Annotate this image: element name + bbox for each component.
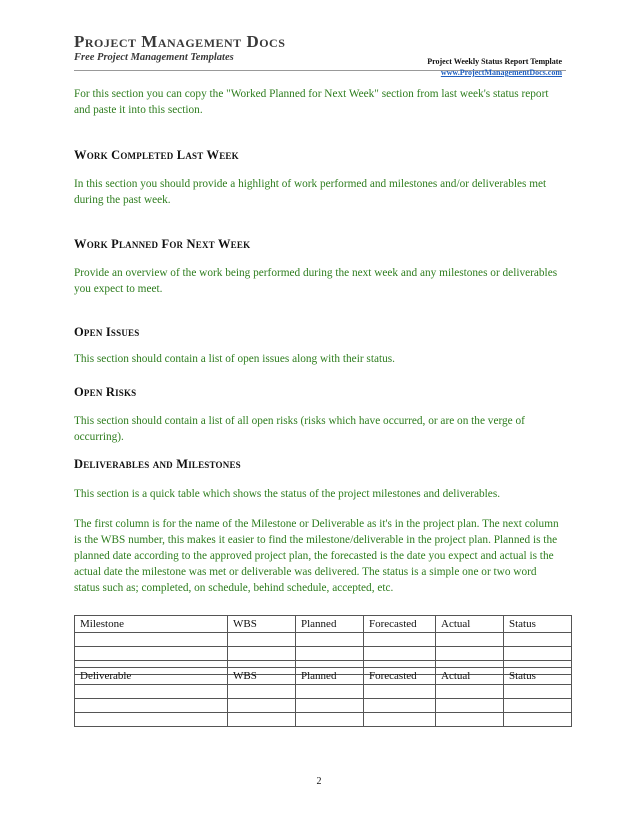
logo-subtitle: Free Project Management Templates [74, 52, 234, 63]
open-risks-text: This section should contain a list of all open risks (risks which have occurred, or are on the verge of occurring). [74, 415, 525, 443]
heading-deliverables: Deliverables and Milestones [74, 457, 241, 471]
table-cell[interactable] [75, 633, 228, 647]
header-cell: Forecasted [364, 616, 436, 633]
open-issues-text: This section should contain a list of open issues along with their status. [74, 353, 395, 365]
table-cell[interactable] [436, 685, 504, 699]
intro-text: For this section you can copy the "Worked Planned for Next Week" section from last week's status report and paste it into this section. [74, 88, 549, 116]
header-cell: Status [504, 616, 572, 633]
table-cell[interactable] [504, 633, 572, 647]
heading-work-completed: Work Completed Last Week [74, 148, 239, 162]
table-header-row [75, 668, 572, 685]
table-cell[interactable] [228, 713, 296, 727]
logo [74, 33, 285, 64]
work-completed-text: In this section you should provide a highlight of work performed and milestones and/or deliverables met during the past week. [74, 178, 547, 206]
table-cell[interactable] [364, 685, 436, 699]
table-cell[interactable] [504, 699, 572, 713]
header-info [427, 56, 562, 78]
table-cell[interactable] [75, 713, 228, 727]
table-cell[interactable] [364, 699, 436, 713]
header-cell: Planned [296, 668, 364, 685]
deliverables-text-2: The first column is for the name of the Milestone or Deliverable as it's in the project plan. The next column is the WBS number, this makes it easier to find the milestone/deliverable in the project plan. Planned is the planned date according to the approved project plan, the forecasted is the date you expect and actual is the actual date the milestone was met or deliverable was delivered. The status is a simple one or two word status such as; completed, on schedule, behind schedule, accepted, etc. [74, 518, 559, 594]
table-cell[interactable] [364, 647, 436, 661]
table-header-row [75, 616, 572, 633]
table-cell[interactable] [228, 633, 296, 647]
header-cell: WBS [228, 668, 296, 685]
page-number: 2 [316, 776, 322, 787]
work-planned-text: Provide an overview of the work being performed during the next week and any milestones or deliverables you expect to meet. [74, 267, 558, 295]
table-cell[interactable] [364, 633, 436, 647]
header-cell: Planned [296, 616, 364, 633]
table-cell[interactable] [296, 685, 364, 699]
table-cell[interactable] [504, 685, 572, 699]
header-cell: Deliverable [75, 668, 228, 685]
table-cell[interactable] [504, 713, 572, 727]
table-row [75, 699, 572, 713]
table-cell[interactable] [75, 647, 228, 661]
table-cell[interactable] [436, 699, 504, 713]
table-cell[interactable] [75, 699, 228, 713]
table-row [75, 647, 572, 661]
document-title: Project Weekly Status Report Template [427, 57, 562, 66]
table-cell[interactable] [228, 647, 296, 661]
table-row [75, 713, 572, 727]
header-cell: Actual [436, 668, 504, 685]
table-cell[interactable] [436, 713, 504, 727]
table-cell[interactable] [75, 685, 228, 699]
header-cell: Status [504, 668, 572, 685]
website-link[interactable]: www.ProjectManagementDocs.com [440, 68, 562, 77]
heading-work-planned: Work Planned For Next Week [74, 237, 251, 251]
table-cell[interactable] [436, 647, 504, 661]
table-row [75, 685, 572, 699]
table-cell[interactable] [296, 699, 364, 713]
table-cell[interactable] [436, 633, 504, 647]
table-cell[interactable] [296, 713, 364, 727]
table-cell[interactable] [364, 713, 436, 727]
table-cell[interactable] [228, 685, 296, 699]
heading-open-issues: Open Issues [74, 325, 140, 339]
milestone-table [74, 615, 572, 675]
logo-title: Project Management Docs [74, 32, 286, 51]
table-cell[interactable] [296, 647, 364, 661]
deliverable-table [74, 667, 572, 727]
table-row [75, 633, 572, 647]
header-cell: Forecasted [364, 668, 436, 685]
header-cell: Actual [436, 616, 504, 633]
header-cell: Milestone [75, 616, 228, 633]
header-cell: WBS [228, 616, 296, 633]
table-cell[interactable] [504, 647, 572, 661]
table-cell[interactable] [228, 699, 296, 713]
deliverables-text-1: This section is a quick table which shows the status of the project milestones and deliverables. [74, 488, 501, 500]
table-cell[interactable] [296, 633, 364, 647]
heading-open-risks: Open Risks [74, 385, 137, 399]
